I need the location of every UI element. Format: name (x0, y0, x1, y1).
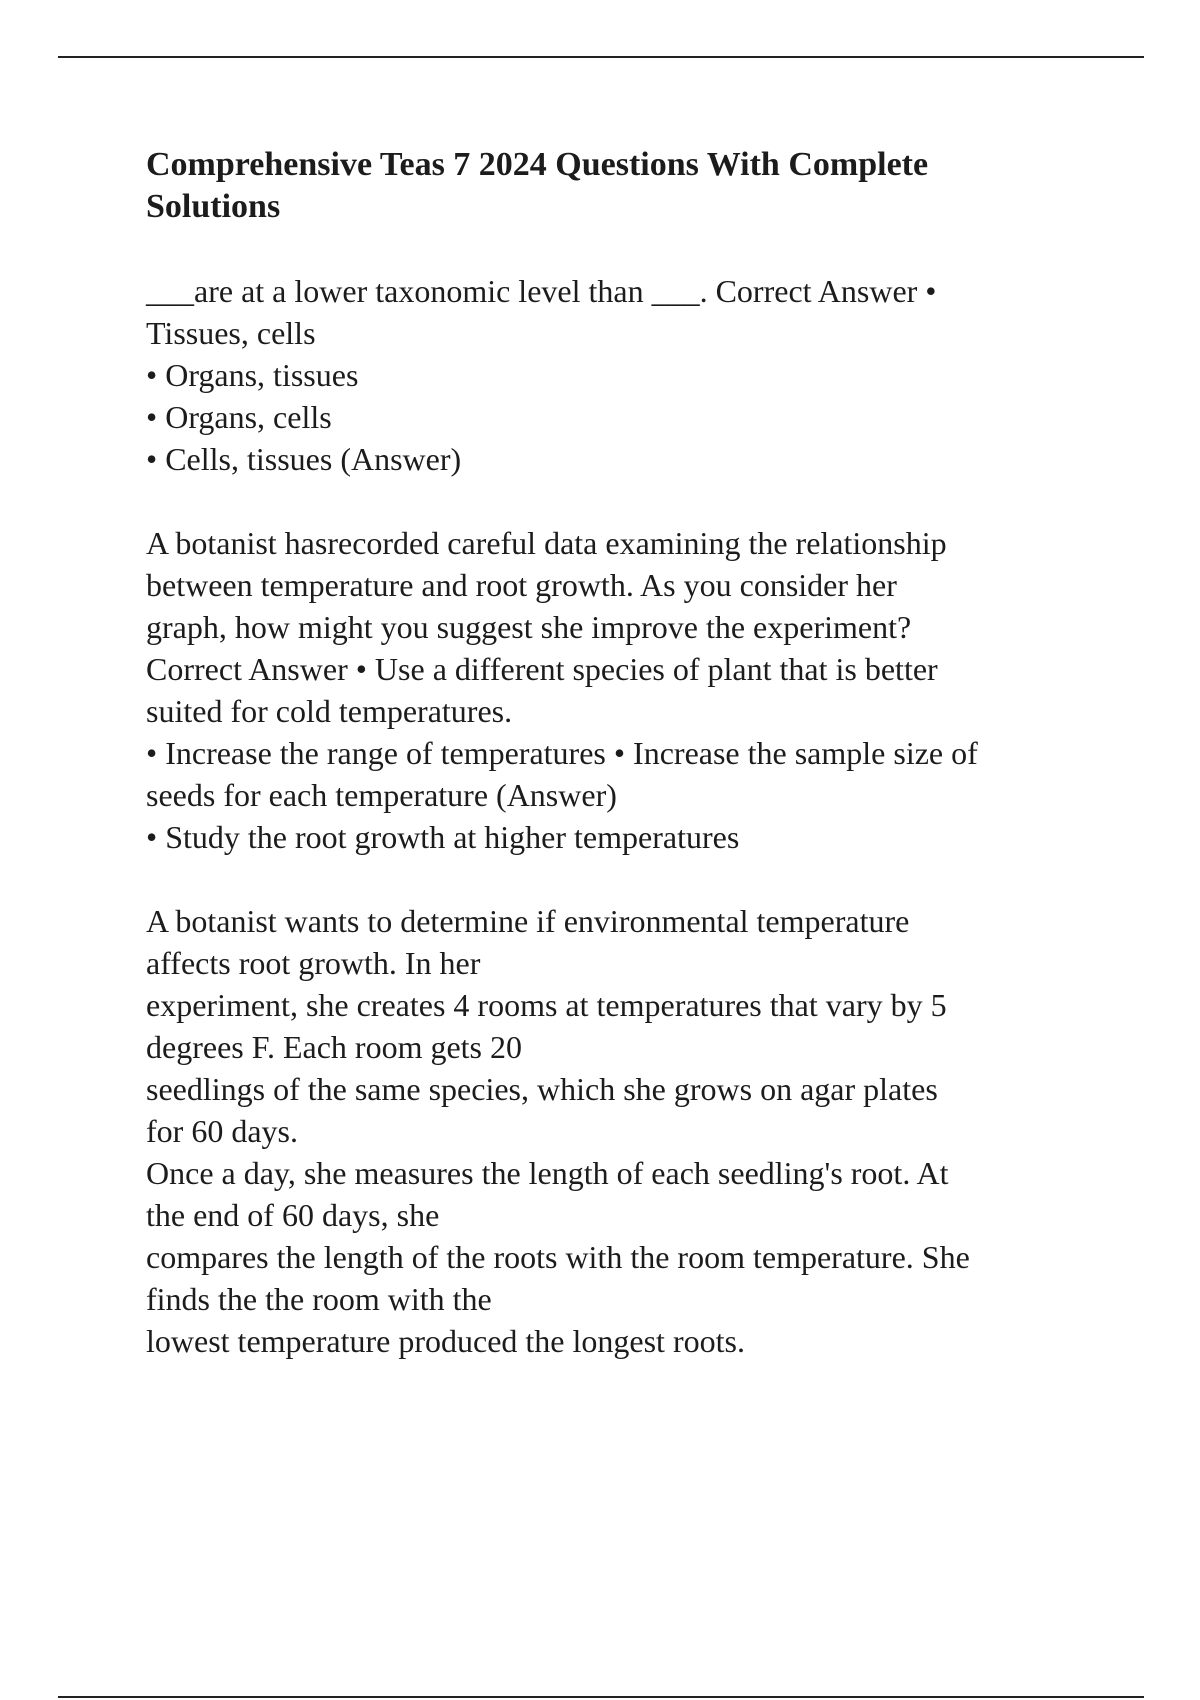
answer-option: suited for cold temperatures. (146, 693, 513, 729)
question-line: the end of 60 days, she (146, 1197, 440, 1233)
question-line: Correct Answer • Use a different species of plant that is better (146, 651, 938, 687)
answer-option: • Cells, tissues (Answer) (146, 441, 462, 477)
question-line: affects root growth. In her (146, 945, 481, 981)
question-line: ___are at a lower taxonomic level than ___. Correct Answer • (146, 273, 937, 309)
answer-option: seeds for each temperature (Answer) (146, 777, 617, 813)
question-1 (146, 270, 1096, 480)
document-body (146, 144, 1096, 1404)
question-2 (146, 522, 1096, 858)
question-line: seedlings of the same species, which she grows on agar plates (146, 1071, 938, 1107)
answer-option: • Organs, tissues (146, 357, 359, 393)
document-title (146, 144, 1096, 228)
answer-option: • Study the root growth at higher temperatures (146, 819, 740, 855)
question-3 (146, 900, 1096, 1362)
title-line: Solutions (146, 188, 281, 225)
question-line: for 60 days. (146, 1113, 298, 1149)
bottom-rule (58, 1696, 1144, 1698)
answer-option: • Increase the range of temperatures • Increase the sample size of (146, 735, 978, 771)
top-rule (58, 56, 1144, 58)
question-line: graph, how might you suggest she improve the experiment? (146, 609, 912, 645)
question-line: lowest temperature produced the longest roots. (146, 1323, 745, 1359)
title-line: Comprehensive Teas 7 2024 Questions With Complete (146, 146, 929, 183)
question-line: compares the length of the roots with the room temperature. She (146, 1239, 970, 1275)
question-line: finds the the room with the (146, 1281, 492, 1317)
question-line: Once a day, she measures the length of each seedling's root. At (146, 1155, 949, 1191)
question-line: experiment, she creates 4 rooms at temperatures that vary by 5 (146, 987, 947, 1023)
question-line: Tissues, cells (146, 315, 316, 351)
question-line: between temperature and root growth. As you consider her (146, 567, 897, 603)
question-line: A botanist wants to determine if environmental temperature (146, 903, 910, 939)
question-line: degrees F. Each room gets 20 (146, 1029, 522, 1065)
question-line: A botanist hasrecorded careful data examining the relationship (146, 525, 947, 561)
answer-option: • Organs, cells (146, 399, 332, 435)
